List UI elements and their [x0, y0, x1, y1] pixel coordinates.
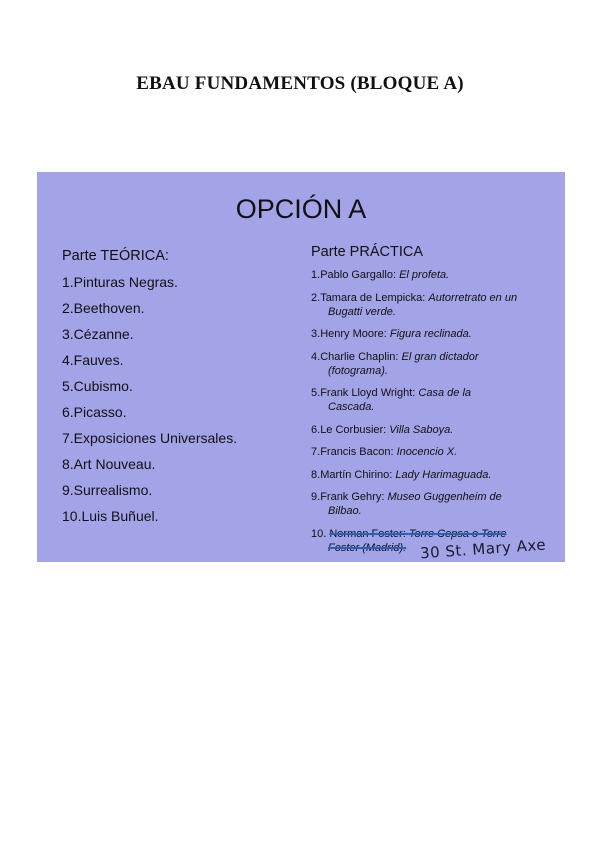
item-work: Casa de la: [418, 387, 472, 399]
practice-item: [311, 445, 556, 459]
theory-column: [62, 248, 292, 534]
item-number: 1.: [311, 269, 321, 281]
item-author: Martín Chirino:: [320, 468, 396, 481]
theory-item: 7.Exposiciones Universales.: [62, 430, 238, 446]
item-work-continued: Cascada.: [328, 401, 375, 413]
practice-item: [311, 327, 556, 341]
theory-item: 4.Fauves.: [62, 352, 124, 368]
item-author: Frank Gehry:: [320, 491, 388, 503]
practice-item: [311, 291, 556, 319]
item-work: Lady Harimaguada.: [395, 468, 492, 481]
item-author: Frank Lloyd Wright:: [320, 387, 419, 399]
item-number: 3.: [311, 328, 321, 340]
theory-item: 9.Surrealismo.: [62, 482, 153, 498]
theory-item: 5.Cubismo.: [62, 378, 133, 394]
practice-list: [311, 268, 556, 555]
practice-item: [311, 386, 556, 414]
item-work: Museo Guggenheim de: [387, 491, 502, 503]
item-work: Autorretrato en un: [428, 291, 518, 304]
item-work-continued: Bugatti verde.: [328, 305, 396, 318]
practice-item: [311, 350, 556, 378]
item-work: Figura reclinada.: [389, 328, 472, 340]
practice-item: [311, 468, 556, 482]
item-work-continued: (fotograma).: [328, 364, 388, 377]
item-author: Tamara de Lempicka:: [320, 291, 429, 304]
item-author: Charlie Chaplin:: [320, 350, 402, 363]
item-number: 5.: [311, 387, 321, 399]
theory-item: 3.Cézanne.: [62, 326, 134, 342]
theory-item: 10.Luis Buñuel.: [62, 508, 159, 524]
option-panel: [37, 172, 565, 562]
item-author: Pablo Gargallo:: [320, 269, 400, 281]
item-work: El profeta.: [399, 269, 450, 281]
theory-list: [62, 274, 292, 534]
item-work: El gran dictador: [401, 350, 479, 363]
item-work: Villa Saboya.: [389, 423, 454, 436]
item-number: 2.: [311, 291, 321, 304]
item-number: 9.: [311, 491, 321, 503]
item-work: Inocencio X.: [396, 446, 458, 458]
item-number: 8.: [311, 468, 321, 481]
item-number: 6.: [311, 423, 321, 436]
practice-item: [311, 490, 556, 518]
theory-heading: Parte TEÓRICA:: [62, 248, 169, 264]
item-author-struck: Norman Foster:: [329, 527, 409, 540]
item-author: Le Corbusier:: [320, 423, 390, 436]
theory-item: 1.Pinturas Negras.: [62, 274, 178, 290]
theory-item: 2.Beethoven.: [62, 300, 145, 316]
item-work-struck: Torre Cepsa o Torre: [408, 527, 507, 540]
item-author: Francis Bacon:: [320, 446, 397, 458]
item-number: 10.: [311, 527, 330, 540]
option-title: OPCIÓN A: [235, 194, 367, 224]
practice-column: [311, 244, 556, 563]
theory-item: 8.Art Nouveau.: [62, 456, 156, 472]
handwritten-note: 30 St. Mary Axe: [419, 535, 547, 563]
document-title: EBAU FUNDAMENTOS (BLOQUE A): [136, 73, 464, 94]
item-work-continued-text: Foster (Madrid).: [328, 541, 407, 554]
theory-item: 6.Picasso.: [62, 404, 127, 420]
item-work-continued: Bilbao.: [328, 505, 362, 517]
item-number: 7.: [311, 446, 321, 458]
practice-item: [311, 423, 556, 437]
item-number: 4.: [311, 350, 321, 363]
practice-heading: Parte PRÁCTICA: [311, 244, 423, 260]
practice-item: [311, 268, 556, 282]
item-author: Henry Moore:: [320, 328, 390, 340]
